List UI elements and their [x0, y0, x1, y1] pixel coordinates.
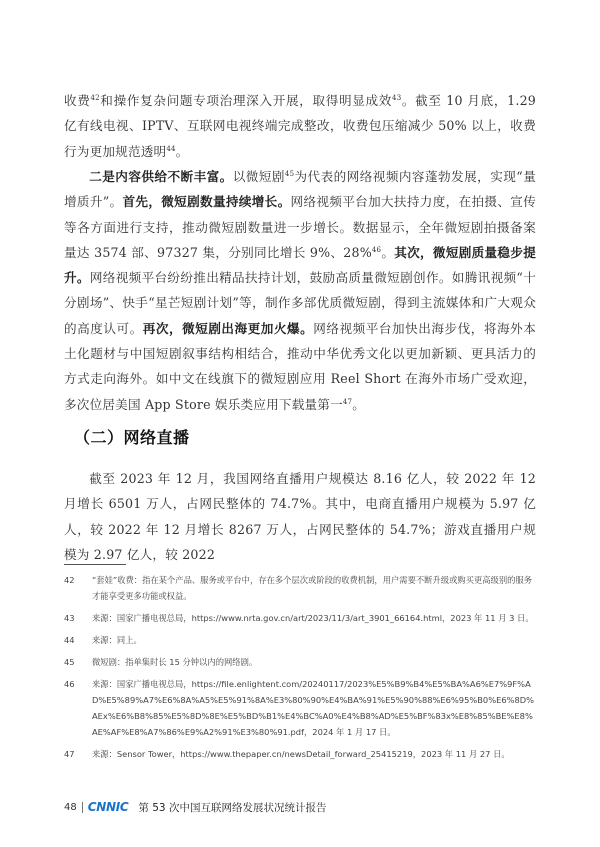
- footnote-ref-42[interactable]: 42: [90, 93, 100, 102]
- body-paragraph-live-streaming: [64, 466, 536, 567]
- text-run: 网络视频平台加大扶持力度，在拍摄、宣传等各方面进行支持，推动微短剧数量进一步增长。数据显示，全年微短剧拍摄备案量达 3574 部、97327 集，分别同比增长 9%、28%: [64, 194, 536, 260]
- text-run: 。截至 10 月底，1.29 亿有线电视、IPTV、互联网电视终端完成整改，收费包压缩减少 50% 以上，收费行为更加规范透明: [64, 93, 536, 159]
- footnote-ref-47[interactable]: 47: [342, 397, 353, 406]
- page-footer: [64, 797, 326, 817]
- text-run: 收费: [64, 93, 91, 108]
- footnote-45: [64, 654, 536, 670]
- footnote-43: [64, 610, 536, 626]
- footnote-text[interactable]: 来源：国家广播电视总局，https://file.enlightent.com/20240117/2023%E5%B9%B4%E5%BA%A6%E7%9F%AD%E5%89%A7%E6%8A%A5%E5%91%8A%E3%80%90%E4%BA%91%E5%90%88%E6%95%B0%E6%8D%AEx%E6%B8%85%E5%8D%8E%E5%BD%B1%E4%BC%A0%E4%B8%AD%E5%BF%83x%E8%85%BE%E8%AE%AF%E8%A7%86%E9%A2%91%E3%80%91.pdf，2024 年 1 月 17 日。: [92, 679, 535, 737]
- footnote-text: “套娃”收费：指在某个产品、服务或平台中，存在多个层次或阶段的收费机制，用户需要不断升级或购买更高级别的服务才能享受更多功能或权益。: [92, 575, 533, 601]
- text-run: 以微短剧: [232, 169, 285, 184]
- footnote-ref-46[interactable]: 46: [371, 245, 382, 254]
- text-run: 。: [175, 143, 189, 159]
- footnote-text: 来源：同上。: [92, 635, 142, 645]
- footnote-text[interactable]: 来源：国家广播电视总局，https://www.nrta.gov.cn/art/2023/11/3/art_3901_66164.html，2023 年 11 月 3 日。: [92, 613, 534, 623]
- footnote-number: 47: [64, 749, 75, 759]
- footnote-text: 微短剧：指单集时长 15 分钟以内的网络剧。: [92, 657, 258, 667]
- body-paragraph-content-supply: [64, 164, 536, 417]
- footer-separator: [82, 802, 83, 813]
- cnnic-logo: CNNIC: [87, 800, 129, 814]
- text-run: 网络视频平台加快出海步伐，将海外本土化题材与中国短剧叙事结构相结合，推动中华优秀文化以更加新颖、更具活力的方式走向海外。如中文在线旗下的微短剧应用 Reel Short 在海外市场广受欢迎，多次位居美国 App Store 娱乐类应用下载量第一: [64, 320, 536, 412]
- footnote-42: [64, 572, 536, 604]
- footnote-ref-43[interactable]: 43: [392, 93, 402, 102]
- bold-lead-quantity: 首先，微短剧数量持续增长。: [122, 194, 291, 210]
- footnote-number: 45: [64, 657, 75, 667]
- footnote-text[interactable]: 来源：Sensor Tower，https://www.thepaper.cn/newsDetail_forward_25415219，2023 年 11 月 27 日。: [92, 749, 510, 759]
- text-run: 。: [381, 244, 395, 260]
- footnote-number: 46: [64, 679, 75, 689]
- live-streaming-text: 截至 2023 年 12 月，我国网络直播用户规模达 8.16 亿人，较 2022 年 12 月增长 6501 万人，占网民整体的 74.7%。其中，电商直播用户规模为 5.97 亿人，较 2022 年 12 月增长 8267 万人，占网民整体的 54.7%；游戏直播用户规模为 2.97 亿人，较 2022: [64, 471, 536, 562]
- footnote-divider: [64, 564, 126, 565]
- text-run: 网络视频平台纷纷推出精品扶持计划，鼓励高质量微短剧创作。如腾讯视频“十分剧场”、快手“星芒短剧计划”等，制作多部优质微短剧，得到主流媒体和广大观众的高度认可。: [64, 270, 536, 336]
- report-title: 第 53 次中国互联网络发展状况统计报告: [138, 801, 327, 814]
- text-run: 。: [352, 396, 365, 412]
- text-run: 为代表的网络视频内容蓬勃发展，实现“量增质升”。: [64, 169, 536, 210]
- page-number: 48: [64, 801, 77, 813]
- footnote-number: 42: [64, 575, 75, 585]
- bold-lead-overseas: 再次，微短剧出海更加火爆。: [142, 320, 314, 336]
- section-heading-live-streaming: （二）网络直播: [74, 428, 190, 447]
- bold-lead-quality: 其次，微短剧质量稳步提升。: [64, 244, 537, 286]
- footnote-number: 43: [64, 613, 75, 623]
- footnotes-section: [64, 572, 536, 768]
- footnote-44: [64, 632, 536, 648]
- footnote-47: [64, 746, 536, 762]
- footnote-number: 44: [64, 635, 75, 645]
- body-paragraph-fees: [64, 88, 536, 164]
- footnote-ref-44[interactable]: 44: [166, 144, 176, 153]
- text-run: 和操作复杂问题专项治理深入开展，取得明显成效: [99, 93, 393, 108]
- bold-lead-content-supply: 二是内容供给不断丰富。: [89, 169, 233, 184]
- footnote-46: [64, 676, 536, 740]
- footnote-ref-45[interactable]: 45: [284, 169, 295, 178]
